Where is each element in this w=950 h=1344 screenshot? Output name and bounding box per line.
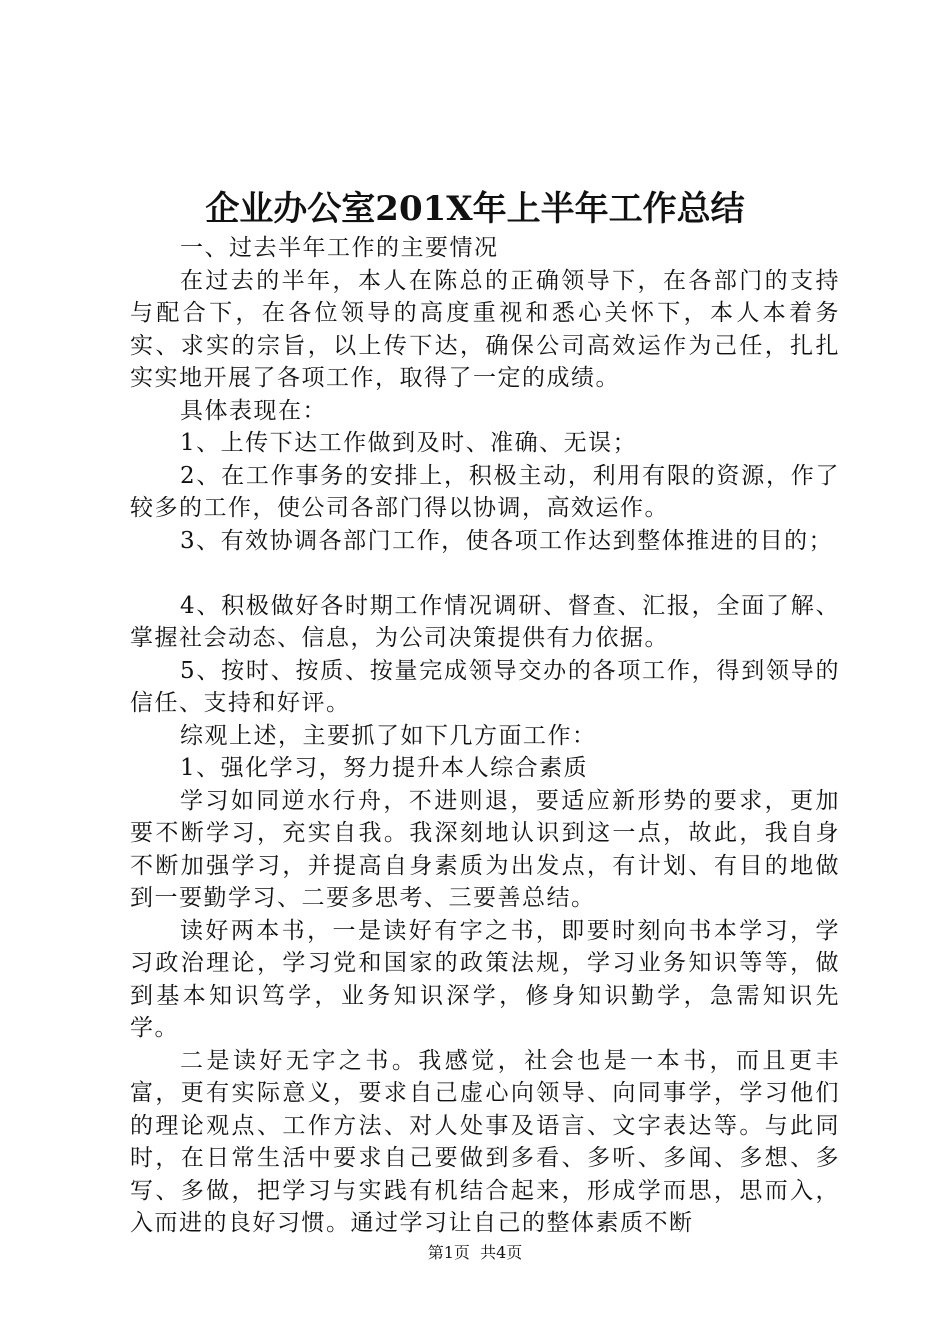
paragraph: 学习如同逆水行舟，不进则退，要适应新形势的要求，更加要不断学习，充实自我。我深刻地认识到这一点，故此，我自身不断加强学习，并提高自身素质为出发点，有计划、有目的地做到一要勤学习、二要多思考、三要善总结。 bbox=[130, 787, 840, 911]
document-title: 企业办公室201X年上半年工作总结 bbox=[205, 189, 745, 229]
document-body bbox=[130, 232, 840, 1240]
paragraph: 在过去的半年，本人在陈总的正确领导下，在各部门的支持与配合下，在各位领导的高度重视和悉心关怀下，本人本着务实、求实的宗旨，以上传下达，确保公司高效运作为己任，扎扎实实地开展了各项工作，取得了一定的成绩。 bbox=[130, 267, 840, 391]
page-total: 共4页 bbox=[480, 1243, 523, 1262]
list-item: 3、有效协调各部门工作，使各项工作达到整体推进的目的； bbox=[180, 527, 834, 554]
page-number: 第1页 bbox=[427, 1243, 470, 1262]
paragraph: 读好两本书，一是读好有字之书，即要时刻向书本学习，学习政治理论，学习党和国家的政策法规，学习业务知识等等，做到基本知识笃学，业务知识深学，修身知识勤学，急需知识先学。 bbox=[130, 917, 840, 1041]
list-item: 5、按时、按质、按量完成领导交办的各项工作，得到领导的信任、支持和好评。 bbox=[130, 657, 840, 716]
list-item: 1、上传下达工作做到及时、准确、无误； bbox=[180, 430, 638, 456]
paragraph: 综观上述，主要抓了如下几方面工作： bbox=[180, 722, 597, 749]
subsection-heading: 1、强化学习，努力提升本人综合素质 bbox=[180, 755, 589, 781]
section-heading: 一、过去半年工作的主要情况 bbox=[180, 235, 499, 261]
paragraph: 具体表现在： bbox=[180, 397, 327, 424]
list-item: 2、在工作事务的安排上，积极主动，利用有限的资源，作了较多的工作，使公司各部门得以协调，高效运作。 bbox=[130, 462, 840, 521]
paragraph: 二是读好无字之书。我感觉，社会也是一本书，而且更丰富，更有实际意义，要求自己虚心向领导、向同事学，学习他们的理论观点、工作方法、对人处事及语言、文字表达等。与此同时，在日常生活中要求自己要做到多看、多听、多闻、多想、多写、多做，把学习与实践有机结合起来，形成学而思，思而入，入而进的良好习惯。通过学习让自己的整体素质不断 bbox=[130, 1047, 840, 1236]
page-footer bbox=[0, 1242, 950, 1264]
list-item: 4、积极做好各时期工作情况调研、督查、汇报，全面了解、掌握社会动态、信息，为公司决策提供有力依据。 bbox=[130, 592, 840, 651]
